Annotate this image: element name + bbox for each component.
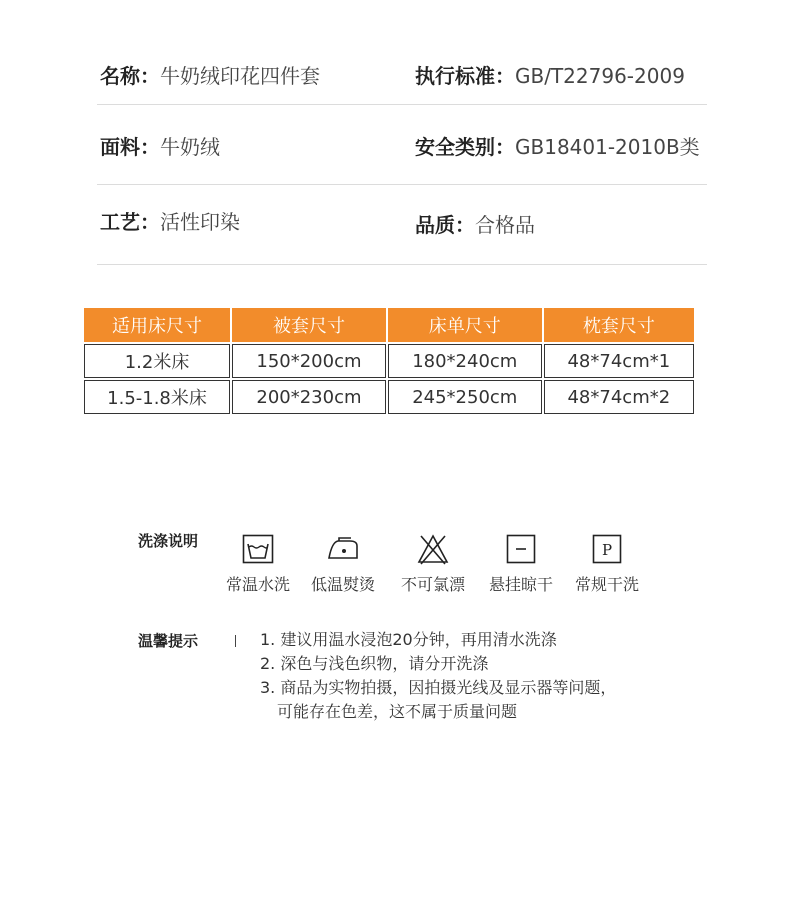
- size-table-header: [84, 308, 694, 342]
- spec-name-value: 牛奶绒印花四件套: [160, 64, 320, 88]
- spec-name: [100, 62, 320, 90]
- spec-process-key: 工艺：: [100, 210, 160, 234]
- spec-standard-key: 执行标准：: [415, 64, 515, 88]
- professional-dry-clean-icon: [590, 533, 624, 565]
- header-sheet-size: 床单尺寸: [388, 308, 542, 342]
- spec-row-name: [97, 62, 707, 105]
- spec-standard: [415, 62, 685, 90]
- spec-fabric-value: 牛奶绒: [160, 135, 220, 159]
- no-bleach-icon: [416, 533, 450, 565]
- header-quilt-cover-size: 被套尺寸: [232, 308, 386, 342]
- header-bed-size: 适用床尺寸: [84, 308, 230, 342]
- table-cell: 48*74cm*2: [544, 380, 694, 414]
- spec-fabric-key: 面料：: [100, 135, 160, 159]
- tips-line: 2. 深色与浅色织物，请分开洗涤: [260, 654, 489, 673]
- table-cell: 48*74cm*1: [544, 344, 694, 378]
- iron-icon: [326, 533, 360, 565]
- spec-quality: [415, 211, 535, 239]
- spec-fabric: [100, 133, 220, 161]
- spec-process-value: 活性印染: [160, 210, 240, 234]
- care-title: 洗涤说明: [138, 532, 199, 550]
- table-cell: 180*240cm: [388, 344, 542, 378]
- table-cell: 1.2米床: [84, 344, 230, 378]
- care-item-no-bleach: [388, 533, 478, 595]
- care-item-iron: [298, 533, 388, 595]
- care-label-no-bleach: 不可氯漂: [400, 575, 465, 594]
- table-cell: 245*250cm: [388, 380, 542, 414]
- table-cell: 200*230cm: [232, 380, 386, 414]
- tips-title: 温馨提示: [138, 632, 199, 650]
- spec-safety: [415, 133, 700, 161]
- spec-safety-key: 安全类别：: [415, 135, 515, 159]
- spec-process: [100, 208, 240, 236]
- svg-text:P: P: [601, 541, 613, 559]
- care-label-dry-clean: 常规干洗: [574, 575, 639, 594]
- spec-name-key: 名称：: [100, 64, 160, 88]
- spec-safety-value: GB18401-2010B类: [515, 135, 700, 159]
- care-label-wash: 常温水洗: [225, 575, 290, 594]
- tips-line: 3. 商品为实物拍摄，因拍摄光线及显示器等问题，: [260, 678, 617, 697]
- hang-dry-icon: [504, 533, 538, 565]
- size-table: [82, 306, 696, 416]
- spec-row-fabric: [97, 133, 707, 185]
- table-cell: 1.5-1.8米床: [84, 380, 230, 414]
- spec-row-process: [97, 208, 707, 265]
- care-item-dry-clean: [562, 533, 652, 595]
- tips-list: [260, 628, 616, 724]
- header-pillowcase-size: 枕套尺寸: [544, 308, 694, 342]
- spec-quality-value: 合格品: [475, 213, 535, 237]
- tips-divider: [235, 635, 236, 647]
- spec-quality-key: 品质：: [415, 213, 475, 237]
- care-item-hang-dry: [476, 533, 566, 595]
- table-row: [84, 344, 694, 378]
- care-label-iron: 低温熨烫: [310, 575, 375, 594]
- tips-line: 1. 建议用温水浸泡20分钟，再用清水洗涤: [260, 630, 557, 649]
- care-item-wash: [213, 533, 303, 595]
- table-cell: 150*200cm: [232, 344, 386, 378]
- spec-standard-value: GB/T22796-2009: [515, 64, 685, 88]
- care-label-hang-dry: 悬挂晾干: [488, 575, 553, 594]
- wash-tub-icon: [241, 533, 275, 565]
- table-row: [84, 380, 694, 414]
- tips-line: 可能存在色差，这不属于质量问题: [277, 702, 518, 721]
